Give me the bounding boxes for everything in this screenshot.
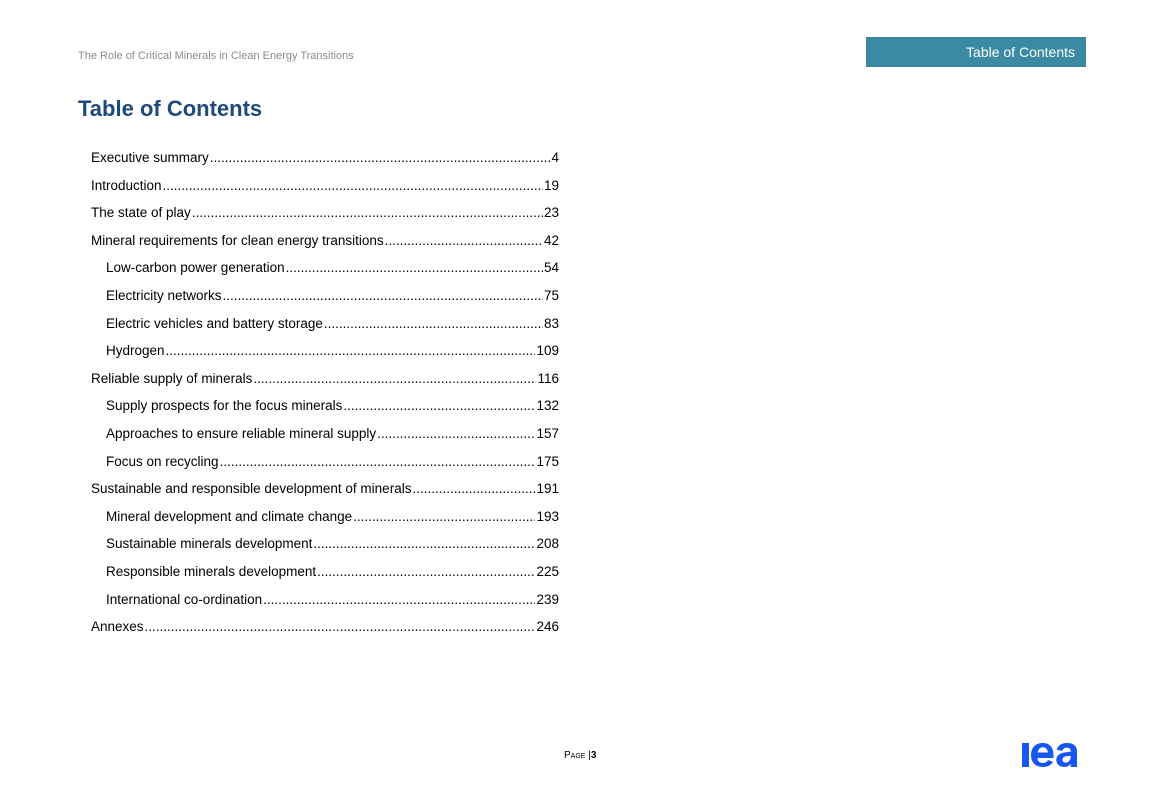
toc-entry[interactable] [91, 505, 559, 533]
iea-logo-e [1031, 743, 1054, 767]
toc-dot-leader [166, 339, 536, 362]
toc-entry[interactable] [91, 146, 559, 174]
toc-entry-page-number: 246 [536, 619, 559, 635]
iea-logo-text: iea [1021, 737, 1023, 738]
toc-entry-page-number: 4 [551, 150, 559, 165]
toc-entry-label: Introduction [91, 177, 162, 193]
toc-entry-label: Reliable supply of minerals [91, 370, 253, 386]
toc-entry-page-number: 157 [536, 425, 559, 441]
toc-entry-page-number: 42 [543, 232, 559, 248]
iea-logo [1021, 737, 1087, 769]
toc-entry[interactable] [91, 201, 559, 229]
toc-entry[interactable] [91, 477, 559, 505]
toc-dot-leader [353, 505, 535, 528]
toc-dot-leader [377, 422, 535, 445]
toc-entry-page-number: 225 [536, 563, 559, 579]
section-tab [866, 37, 1086, 67]
toc-entry-page-number: 208 [536, 536, 559, 552]
page-separator: | [588, 750, 591, 761]
toc-entry[interactable] [91, 256, 559, 284]
toc-entry-label: Hydrogen [106, 343, 165, 359]
page-title: Table of Contents [78, 96, 263, 121]
toc-entry[interactable] [91, 560, 559, 588]
toc-dot-leader [263, 588, 535, 611]
toc-entry-label: Executive summary [91, 150, 209, 165]
toc-entry-page-number: 191 [536, 481, 559, 497]
toc-entry[interactable] [91, 367, 559, 395]
iea-logo-i [1022, 743, 1029, 767]
toc-entry-label: Supply prospects for the focus minerals [106, 398, 343, 414]
toc-dot-leader [210, 146, 551, 169]
toc-entry[interactable] [91, 312, 559, 340]
toc-dot-leader [385, 229, 543, 252]
toc-entry[interactable] [91, 339, 559, 367]
page-label: Page [564, 750, 586, 761]
toc-entry-page-number: 83 [543, 315, 559, 331]
toc-dot-leader [192, 201, 543, 224]
toc-entry-page-number: 239 [536, 591, 559, 607]
toc-dot-leader [145, 615, 536, 638]
toc-entry[interactable] [91, 588, 559, 616]
toc-entry-label: Mineral requirements for clean energy transitions [91, 232, 384, 248]
toc-dot-leader [343, 394, 535, 417]
toc-entry-label: Low-carbon power generation [106, 260, 285, 276]
iea-logo-a [1056, 743, 1077, 767]
toc-entry[interactable] [91, 394, 559, 422]
toc-entry-page-number: 116 [537, 370, 559, 386]
toc-entry[interactable] [91, 532, 559, 560]
section-tab-label: Table of Contents [966, 44, 1075, 60]
toc-entry-label: Electricity networks [106, 287, 222, 303]
toc-entry-page-number: 175 [536, 453, 559, 469]
toc-entry-label: Responsible minerals development [106, 563, 317, 579]
toc-dot-leader [313, 532, 535, 555]
toc-entry-label: Annexes [91, 619, 144, 635]
toc-entry-label: Focus on recycling [106, 453, 219, 469]
toc-dot-leader [286, 256, 543, 279]
toc-dot-leader [223, 284, 543, 307]
toc-dot-leader [412, 477, 535, 500]
running-header-title: The Role of Critical Minerals in Clean Energy Transitions [78, 50, 354, 62]
toc-entry-page-number: 193 [536, 508, 559, 524]
toc-dot-leader [253, 367, 536, 390]
toc-entry[interactable] [91, 174, 559, 202]
toc-entry[interactable] [91, 229, 559, 257]
toc-entry-label: The state of play [91, 205, 191, 221]
toc-dot-leader [317, 560, 535, 583]
toc-entry-page-number: 75 [543, 287, 559, 303]
toc-entry[interactable] [91, 450, 559, 478]
toc-entry-label: Mineral development and climate change [106, 508, 353, 524]
toc-entry-page-number: 23 [543, 205, 559, 221]
page-number: 3 [590, 750, 597, 761]
toc-dot-leader [220, 450, 536, 473]
toc-entry-label: Electric vehicles and battery storage [106, 315, 323, 331]
toc-dot-leader [163, 174, 543, 197]
toc-entry-page-number: 109 [536, 343, 559, 359]
toc-entry[interactable] [91, 422, 559, 450]
toc-entry-label: Sustainable and responsible development of minerals [91, 481, 412, 497]
toc-entry-label: Sustainable minerals development [106, 536, 313, 552]
toc-entry-label: Approaches to ensure reliable mineral supply [106, 425, 377, 441]
page-footer [564, 750, 596, 761]
toc-entry[interactable] [91, 615, 559, 643]
table-of-contents [91, 146, 559, 643]
toc-dot-leader [324, 312, 543, 335]
toc-entry-page-number: 132 [536, 398, 559, 414]
toc-entry-page-number: 54 [543, 260, 559, 276]
toc-entry-page-number: 19 [543, 177, 559, 193]
toc-entry[interactable] [91, 284, 559, 312]
toc-entry-label: International co-ordination [106, 591, 263, 607]
